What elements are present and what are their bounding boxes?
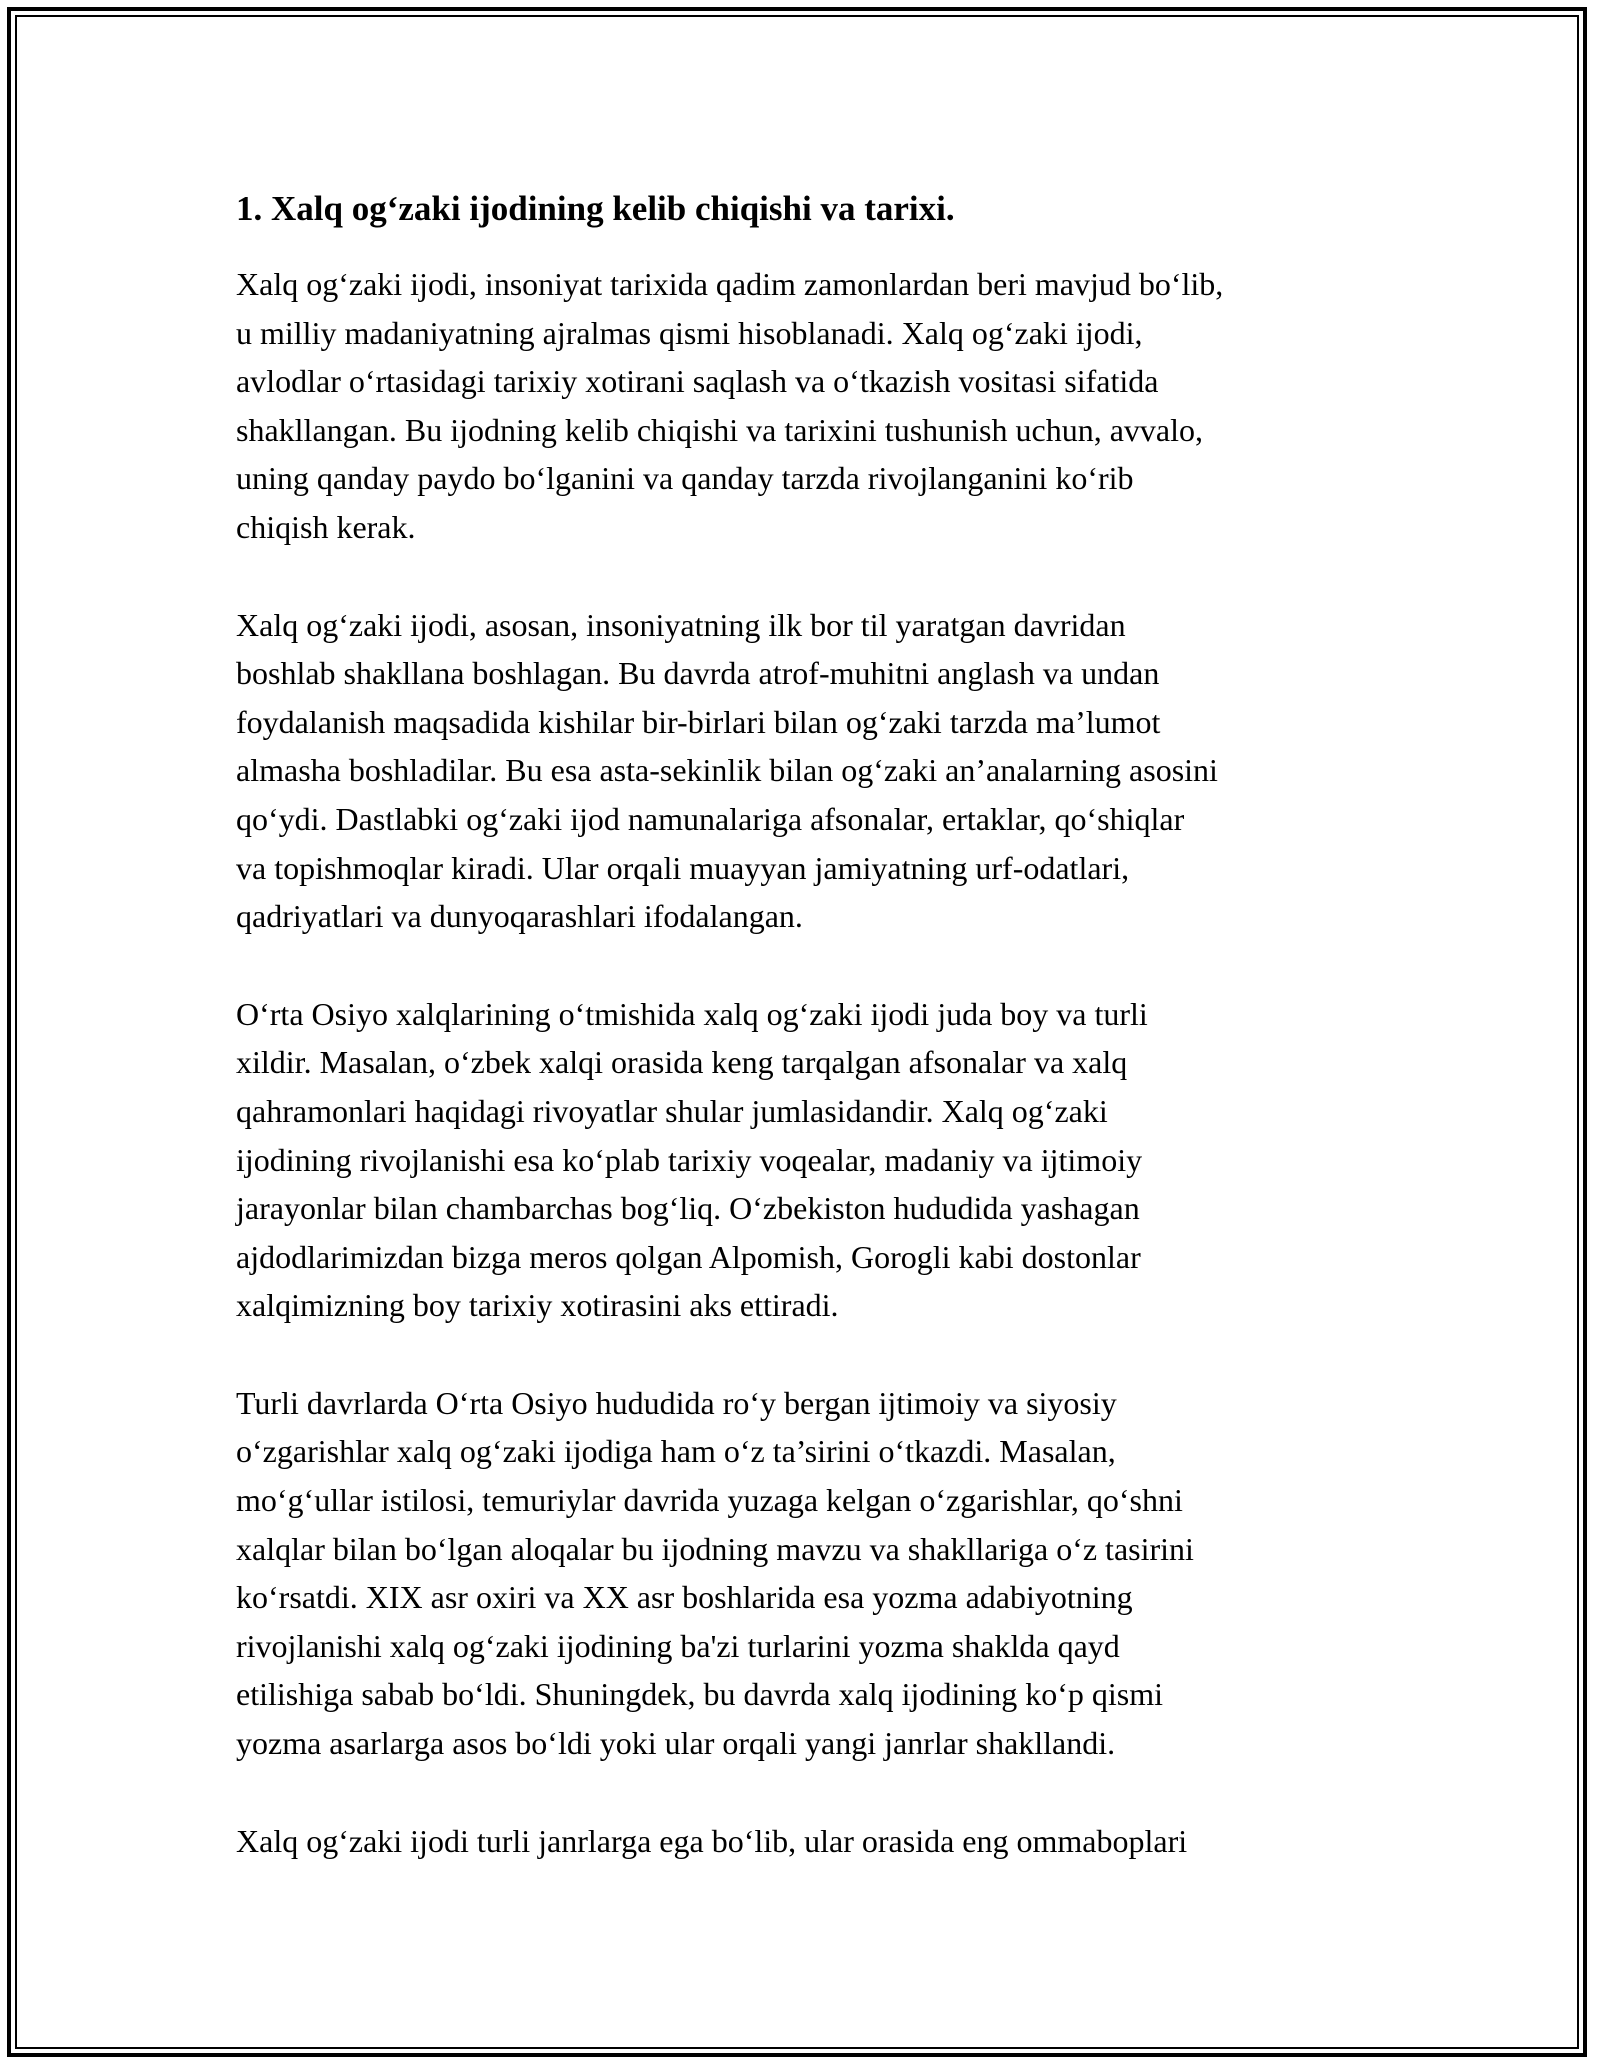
text-line: ijodining rivojlanishi esa ko‘plab tarixiy voqealar, madaniy va ijtimoiy [236, 1141, 1143, 1178]
text-line: qadriyatlari va dunyoqarashlari ifodalangan. [236, 898, 803, 935]
text-line: uning qanday paydo bo‘lganini va qanday tarzda rivojlanganini ko‘rib [236, 460, 1134, 497]
text-line: Xalq og‘zaki ijodi, asosan, insoniyatning ilk bor til yaratgan davridan [236, 606, 1126, 643]
text-line: shakllangan. Bu ijodning kelib chiqishi va tarixini tushunish uchun, avvalo, [236, 411, 1203, 448]
text-line: mo‘g‘ullar istilosi, temuriylar davrida yuzaga kelgan o‘zgarishlar, qo‘shni [236, 1482, 1183, 1519]
text-line: xalqimizning boy tarixiy xotirasini aks ettiradi. [236, 1287, 839, 1324]
paragraph-3 [236, 990, 1376, 1330]
text-line: ajdodlarimizdan bizga meros qolgan Alpomish, Gorogli kabi dostonlar [236, 1238, 1141, 1275]
text-line: o‘zgarishlar xalq og‘zaki ijodiga ham o‘z ta’sirini o‘tkazdi. Masalan, [236, 1433, 1116, 1470]
text-line: xildir. Masalan, o‘zbek xalqi orasida keng tarqalgan afsonalar va xalq [236, 1044, 1128, 1081]
text-line: boshlab shakllana boshlagan. Bu davrda atrof-muhitni anglash va undan [236, 655, 1160, 692]
text-line: almasha boshladilar. Bu esa asta-sekinlik bilan og‘zaki an’analarning asosini [236, 752, 1218, 789]
text-line: u milliy madaniyatning ajralmas qismi hisoblanadi. Xalq og‘zaki ijodi, [236, 314, 1143, 351]
paragraph-1 [236, 260, 1376, 552]
paragraph-4 [236, 1379, 1376, 1768]
paragraph-2 [236, 601, 1376, 941]
text-line: yozma asarlarga asos bo‘ldi yoki ular orqali yangi janrlar shakllandi. [236, 1725, 1116, 1762]
text-line: Xalq og‘zaki ijodi, insoniyat tarixida qadim zamonlardan beri mavjud bo‘lib, [236, 266, 1224, 302]
text-line: qahramonlari haqidagi rivoyatlar shular jumlasidandir. Xalq og‘zaki [236, 1092, 1108, 1129]
text-line: qo‘ydi. Dastlabki og‘zaki ijod namunalariga afsonalar, ertaklar, qo‘shiqlar [236, 800, 1185, 837]
text-line: Turli davrlarda O‘rta Osiyo hududida ro‘y bergan ijtimoiy va siyosiy [236, 1384, 1117, 1421]
text-line: chiqish kerak. [236, 508, 416, 545]
text-line: xalqlar bilan bo‘lgan aloqalar bu ijodning mavzu va shakllariga o‘z tasirini [236, 1530, 1194, 1567]
document-body [236, 186, 1376, 1914]
section-heading: 1. Xalq og‘zaki ijodining kelib chiqishi va tarixi. [236, 189, 955, 228]
text-line: etilishiga sabab bo‘ldi. Shuningdek, bu davrda xalq ijodining ko‘p qismi [236, 1676, 1163, 1713]
text-line: avlodlar o‘rtasidagi tarixiy xotirani saqlash va o‘tkazish vositasi sifatida [236, 363, 1159, 400]
text-line: foydalanish maqsadida kishilar bir-birlari bilan og‘zaki tarzda ma’lumot [236, 703, 1161, 740]
text-line: va topishmoqlar kiradi. Ular orqali muayyan jamiyatning urf-odatlari, [236, 849, 1130, 886]
text-line: rivojlanishi xalq og‘zaki ijodining ba'zi turlarini yozma shaklda qayd [236, 1627, 1120, 1664]
text-line: Xalq og‘zaki ijodi turli janrlarga ega bo‘lib, ular orasida eng ommaboplari [236, 1822, 1188, 1859]
paragraph-5 [236, 1817, 1376, 1866]
text-line: ko‘rsatdi. XIX asr oxiri va XX asr boshlarida esa yozma adabiyotning [236, 1579, 1133, 1616]
text-line: jarayonlar bilan chambarchas bog‘liq. O‘zbekiston hududida yashagan [236, 1190, 1140, 1227]
text-line: O‘rta Osiyo xalqlarining o‘tmishida xalq og‘zaki ijodi juda boy va turli [236, 995, 1148, 1032]
